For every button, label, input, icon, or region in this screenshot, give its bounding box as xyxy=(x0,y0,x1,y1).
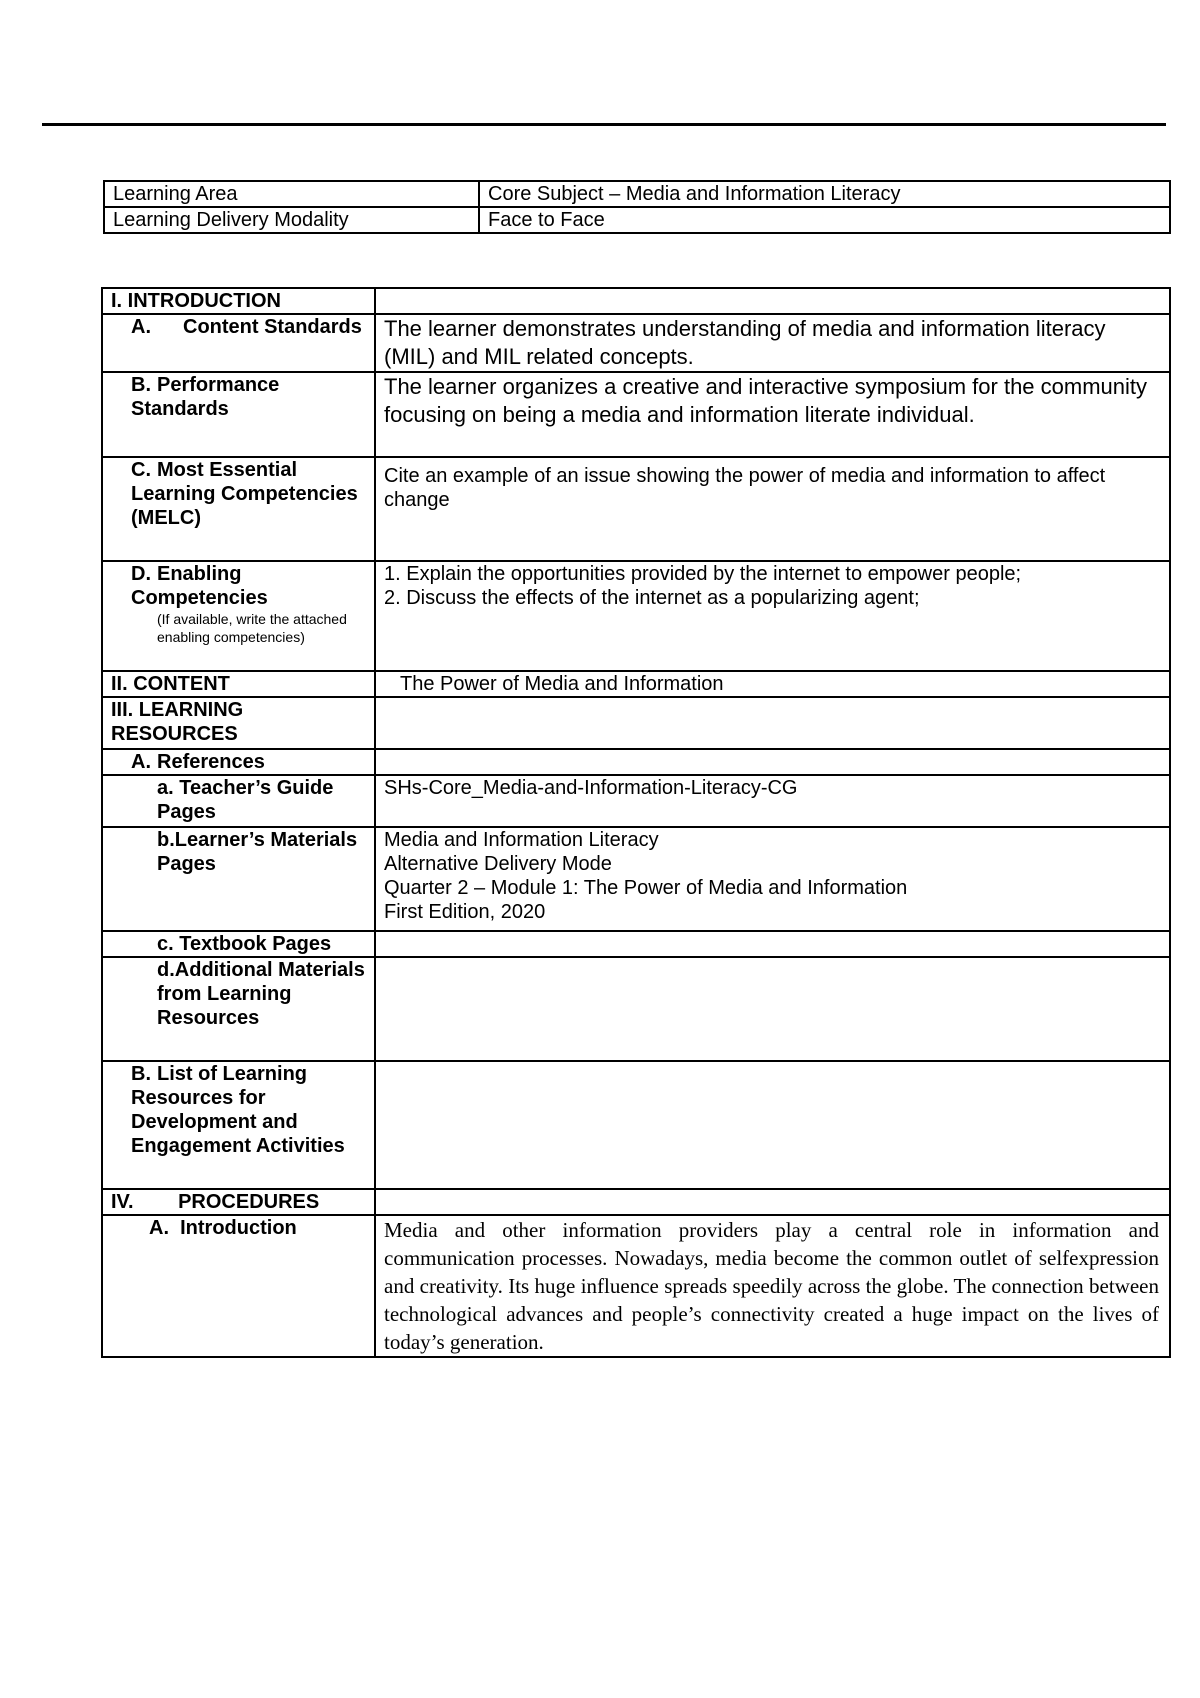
teachers-guide-value: SHs-Core_Media-and-Information-Literacy-CG xyxy=(375,775,1170,827)
table-row xyxy=(102,827,1170,931)
melc-label xyxy=(102,457,375,561)
empty-cell xyxy=(375,1061,1170,1189)
item-letter: A. xyxy=(131,751,151,773)
empty-cell xyxy=(375,931,1170,957)
item-label: References xyxy=(157,751,265,773)
header-rule xyxy=(42,123,1166,126)
table-row xyxy=(102,1215,1170,1357)
item-letter: B. xyxy=(131,374,151,396)
learners-materials-value xyxy=(375,827,1170,931)
table-row xyxy=(102,314,1170,372)
subject-info-table xyxy=(103,180,1171,234)
list-item: Alternative Delivery Mode xyxy=(384,853,612,875)
table-row xyxy=(102,1061,1170,1189)
list-item: 2. Discuss the effects of the internet as a popularizing agent; xyxy=(384,587,920,609)
item-label: Additional Materials from Learning Resources xyxy=(157,959,365,1029)
item-label: Teacher’s Guide Pages xyxy=(157,777,334,823)
empty-cell xyxy=(375,957,1170,1061)
table-row xyxy=(104,207,1170,233)
table-row xyxy=(102,671,1170,697)
content-standards-value: The learner demonstrates understanding of media and information literacy (MIL) and MIL related concepts. xyxy=(375,314,1170,372)
table-row xyxy=(102,775,1170,827)
list-item: Quarter 2 – Module 1: The Power of Media and Information xyxy=(384,877,908,899)
table-row xyxy=(104,181,1170,207)
introduction-label xyxy=(102,1215,375,1357)
item-letter: C. xyxy=(131,459,151,481)
table-row xyxy=(102,457,1170,561)
table-row xyxy=(102,697,1170,749)
learning-resources-heading: III. LEARNING RESOURCES xyxy=(102,697,375,749)
item-label: Introduction xyxy=(180,1217,297,1239)
content-value: The Power of Media and Information xyxy=(375,671,1170,697)
modality-label: Learning Delivery Modality xyxy=(104,207,479,233)
item-label: Learner’s Materials Pages xyxy=(157,829,358,875)
item-label: Performance Standards xyxy=(131,374,280,420)
empty-cell xyxy=(375,697,1170,749)
item-label: List of Learning Resources for Development and Engagement Activities xyxy=(131,1063,345,1157)
melc-value: Cite an example of an issue showing the power of media and information to affect change xyxy=(375,457,1170,561)
table-row xyxy=(102,749,1170,775)
enabling-competencies-value xyxy=(375,561,1170,671)
table-row xyxy=(102,957,1170,1061)
list-item: First Edition, 2020 xyxy=(384,901,546,923)
list-item: Media and Information Literacy xyxy=(384,829,659,851)
item-letter: B. xyxy=(131,1063,151,1085)
item-letter: a. xyxy=(157,777,174,799)
table-row xyxy=(102,1189,1170,1215)
introduction-value: Media and other information providers play a central role in information and communication processes. Nowadays, media become the common outlet of selfexpression and creativity. Its huge influence spreads speedily across the globe. The connection between technological advances and people’s connectivity created a huge impact on the lives of today’s generation. xyxy=(375,1215,1170,1357)
modality-value: Face to Face xyxy=(479,207,1170,233)
lesson-plan-table xyxy=(101,287,1171,1358)
item-label: Content Standards xyxy=(183,316,362,338)
performance-standards-label xyxy=(102,372,375,457)
teachers-guide-label xyxy=(102,775,375,827)
procedures-heading: IV. PROCEDURES xyxy=(102,1189,375,1215)
item-label: Enabling Competencies xyxy=(131,563,268,609)
performance-standards-value: The learner organizes a creative and interactive symposium for the community focusing on being a media and information literate individual. xyxy=(375,372,1170,457)
enabling-competencies-label xyxy=(102,561,375,671)
additional-materials-label xyxy=(102,957,375,1061)
textbook-label xyxy=(102,931,375,957)
learning-area-label: Learning Area xyxy=(104,181,479,207)
empty-cell xyxy=(375,749,1170,775)
content-standards-label xyxy=(102,314,375,372)
table-row xyxy=(102,288,1170,314)
item-letter: c. xyxy=(157,933,174,955)
empty-cell xyxy=(375,1189,1170,1215)
introduction-heading: I. INTRODUCTION xyxy=(102,288,375,314)
item-label: Most Essential Learning Competencies (MELC) xyxy=(131,459,358,529)
item-letter: A. xyxy=(131,316,151,338)
learners-materials-label xyxy=(102,827,375,931)
item-letter: D. xyxy=(131,563,151,585)
table-row xyxy=(102,931,1170,957)
list-item: 1. Explain the opportunities provided by the internet to empower people; xyxy=(384,563,1022,585)
learning-area-value: Core Subject – Media and Information Literacy xyxy=(479,181,1170,207)
item-letter: A. xyxy=(149,1217,169,1239)
content-heading: II. CONTENT xyxy=(102,671,375,697)
item-letter: d. xyxy=(157,959,175,981)
item-label: Textbook Pages xyxy=(179,933,332,955)
list-of-resources-label xyxy=(102,1061,375,1189)
table-row xyxy=(102,372,1170,457)
empty-cell xyxy=(375,288,1170,314)
item-letter: b. xyxy=(157,829,175,851)
enabling-note: (If available, write the attached enabling competencies) xyxy=(157,611,347,645)
references-label xyxy=(102,749,375,775)
table-row xyxy=(102,561,1170,671)
